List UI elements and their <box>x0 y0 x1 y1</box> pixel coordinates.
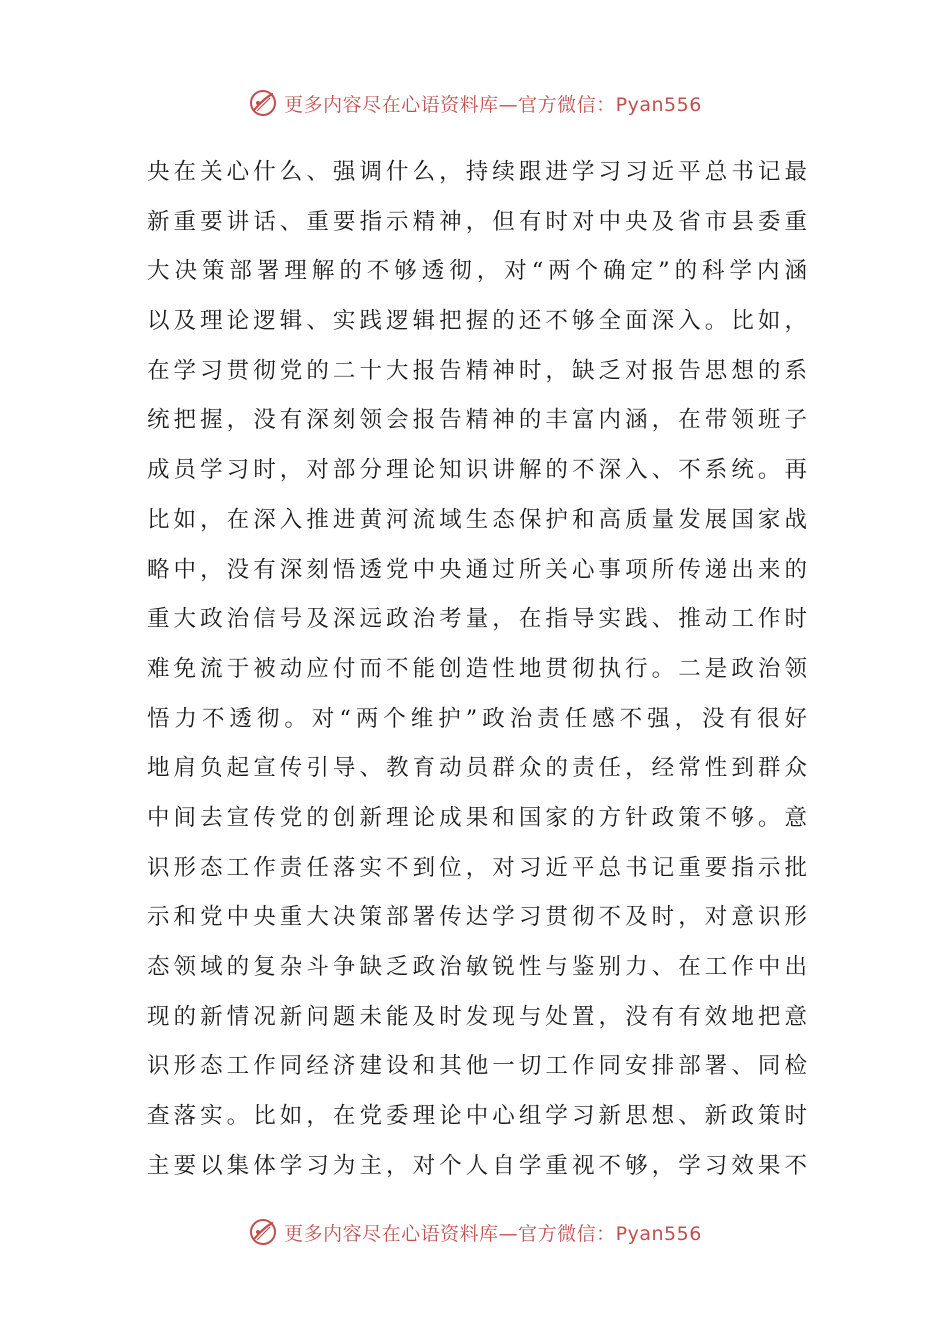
pen-logo-icon <box>248 1217 278 1247</box>
text-line: 略中，没有深刻悟透党中央通过所关心事项所传递出来的 <box>147 556 807 583</box>
pen-logo-icon <box>248 88 278 118</box>
text-line: 重大政治信号及深远政治考量，在指导实践、推动工作时 <box>147 606 807 633</box>
text-line: 示和党中央重大决策部署传达学习贯彻不及时，对意识形 <box>147 904 807 931</box>
text-line: 新重要讲话、重要指示精神，但有时对中央及省市县委重 <box>147 208 807 235</box>
text-line: 地肩负起宣传引导、教育动员群众的责任，经常性到群众 <box>147 755 807 782</box>
text-line: 成员学习时，对部分理论知识讲解的不深入、不系统。再 <box>147 457 807 484</box>
text-line: 难免流于被动应付而不能创造性地贯彻执行。二是政治领 <box>147 655 807 682</box>
text-line: 中间去宣传党的创新理论成果和国家的方针政策不够。意 <box>147 804 807 831</box>
watermark-text: 更多内容尽在心语资料库—官方微信：Pyan556 <box>284 93 702 116</box>
footer-watermark <box>0 1212 950 1252</box>
header-watermark <box>0 83 950 123</box>
text-line: 在学习贯彻党的二十大报告精神时，缺乏对报告思想的系 <box>147 357 807 384</box>
text-line: 查落实。比如，在党委理论中心组学习新思想、新政策时 <box>147 1103 807 1130</box>
document-body <box>147 148 807 1191</box>
text-line: 态领域的复杂斗争缺乏政治敏锐性与鉴别力、在工作中出 <box>147 954 807 980</box>
watermark-text: 更多内容尽在心语资料库—官方微信：Pyan556 <box>284 1222 702 1245</box>
text-line: 以及理论逻辑、实践逻辑把握的还不够全面深入。比如， <box>147 308 807 335</box>
text-line: 央在关心什么、强调什么，持续跟进学习习近平总书记最 <box>147 159 807 185</box>
text-line: 悟力不透彻。对“两个维护”政治责任感不强，没有很好 <box>147 705 807 732</box>
text-line: 大决策部署理解的不够透彻，对“两个确定”的科学内涵 <box>147 258 807 285</box>
text-line: 识形态工作责任落实不到位，对习近平总书记重要指示批 <box>147 854 807 881</box>
text-line: 现的新情况新问题未能及时发现与处置，没有有效地把意 <box>147 1003 807 1030</box>
text-line: 统把握，没有深刻领会报告精神的丰富内涵，在带领班子 <box>147 407 807 434</box>
text-line: 识形态工作同经济建设和其他一切工作同安排部署、同检 <box>147 1053 807 1080</box>
text-line: 比如，在深入推进黄河流域生态保护和高质量发展国家战 <box>147 506 807 533</box>
text-line: 主要以集体学习为主，对个人自学重视不够，学习效果不 <box>147 1152 807 1179</box>
